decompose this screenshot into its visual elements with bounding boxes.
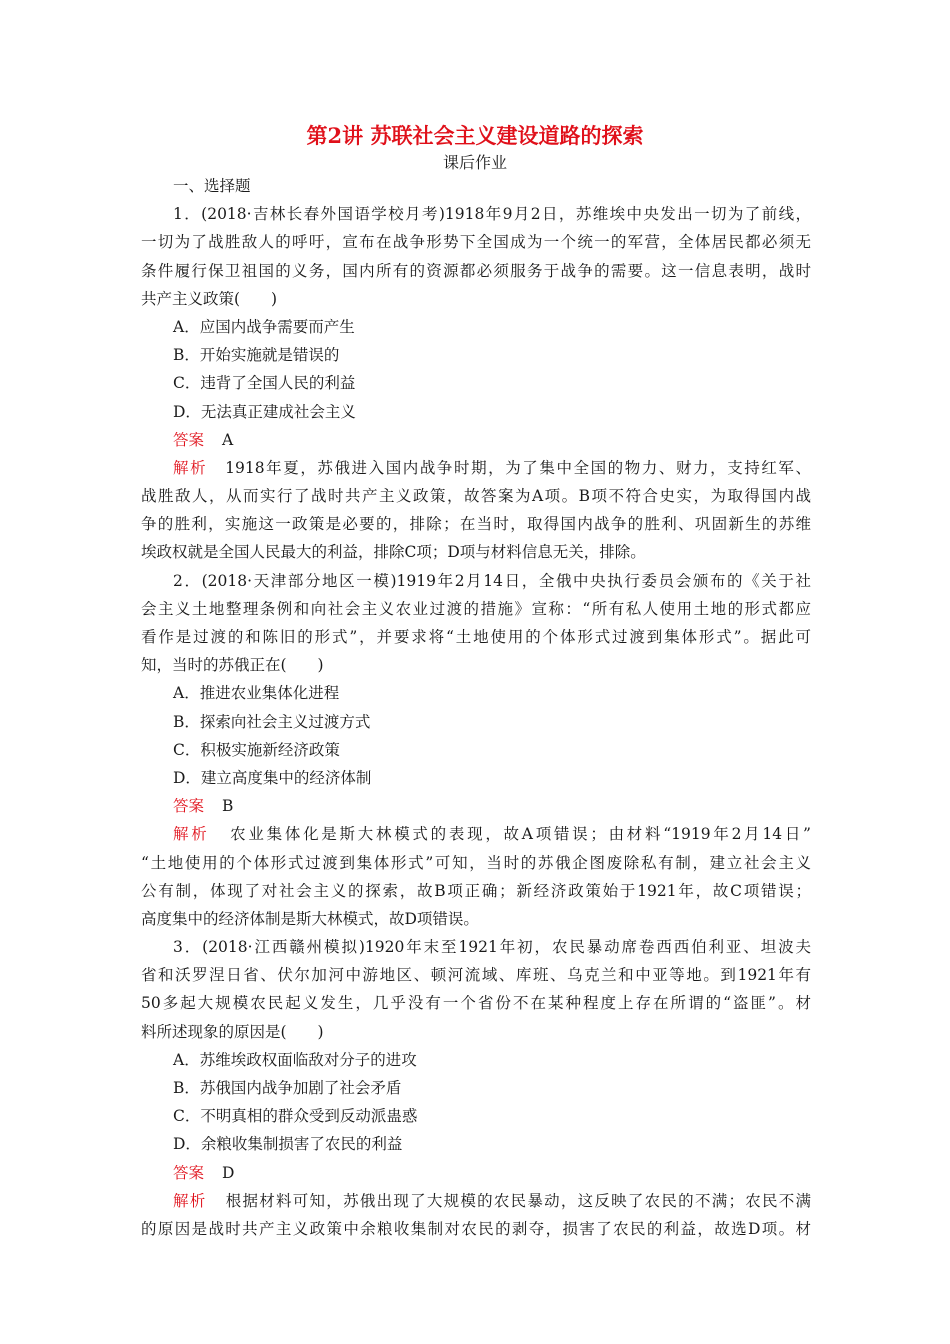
document-body [141, 172, 811, 1243]
question-1-option-a: A．应国内战争需要而产生 [173, 317, 355, 336]
question-1-analysis-line: 战胜敌人，从而实行了战时共产主义政策，故答案为A项。B项不符合史实，为取得国内战 [141, 487, 811, 506]
question-1-stem-line: 一切为了战胜敌人的呼吁，宣布在战争形势下全国成为一个统一的军营，全体居民都必须无 [141, 233, 811, 252]
question-3-stem-line: 省和沃罗涅日省、伏尔加河中游地区、顿河流域、库班、乌克兰和中亚等地。到1921年有 [141, 966, 811, 985]
answer-label: 答案 [173, 1163, 205, 1182]
question-2-analysis-line: 公有制，体现了对社会主义的探索，故B项正确；新经济政策始于1921年，故C项错误； [141, 881, 811, 900]
question-2-answer [141, 792, 811, 820]
answer-value: D [222, 1163, 235, 1182]
page-title: 第2讲 苏联社会主义建设道路的探索 [306, 123, 644, 148]
question-2-stem-line: 看作是过渡的和陈旧的形式”，并要求将“土地使用的个体形式过渡到集体形式”。据此可 [141, 628, 811, 646]
question-2-analysis-line [141, 820, 811, 848]
analysis-text: 1918年夏，苏俄进入国内战争时期，为了集中全国的物力、财力，支持红军、 [225, 458, 811, 477]
question-1 [141, 200, 811, 566]
question-3-answer [141, 1159, 811, 1187]
question-2-option-b: B．探索向社会主义过渡方式 [173, 712, 371, 731]
answer-label: 答案 [173, 797, 205, 816]
question-1-answer [141, 426, 811, 454]
question-2-stem-line: 会主义土地整理条例和向社会主义农业过渡的措施》宣称：“所有私人使用土地的形式都应 [141, 599, 811, 618]
page-subtitle: 课后作业 [442, 153, 507, 172]
analysis-label: 解析 [173, 1191, 207, 1210]
section-heading: 一、选择题 [173, 177, 251, 195]
question-3-option-d: D．余粮收集制损害了农民的利益 [173, 1135, 403, 1154]
question-3-option-c: C．不明真相的群众受到反动派蛊惑 [173, 1107, 418, 1126]
question-1-stem-line: 共产主义政策( ) [141, 289, 278, 308]
answer-value: A [222, 430, 234, 449]
question-1-analysis-line: 埃政权就是全国人民最大的利益，排除C项；D项与材料信息无关，排除。 [141, 543, 646, 562]
question-2-option-a: A．推进农业集体化进程 [173, 684, 340, 703]
answer-value: B [222, 797, 234, 816]
question-1-stem-line: 1．(2018·吉林长春外国语学校月考)1918年9月2日，苏维埃中央发出一切为了前线， [173, 205, 811, 224]
question-1-option-c: C．违背了全国人民的利益 [173, 374, 356, 393]
question-3-option-a: A．苏维埃政权面临敌对分子的进攻 [173, 1050, 417, 1069]
question-1-analysis-line: 争的胜利，实施这一政策是必要的，排除；在当时，取得国内战争的胜利、巩固新生的苏维 [141, 515, 811, 534]
question-3-analysis-line [141, 1187, 811, 1215]
question-1-option-b: B．开始实施就是错误的 [173, 346, 340, 365]
question-3-option-b: B．苏俄国内战争加剧了社会矛盾 [173, 1079, 402, 1097]
question-2-option-c: C．积极实施新经济政策 [173, 740, 340, 759]
question-3-analysis-line: 的原因是战时共产主义政策中余粮收集制对农民的剥夺，损害了农民的利益，故选D项。材 [141, 1219, 811, 1238]
question-2-analysis-line: “土地使用的个体形式过渡到集体形式”可知，当时的苏俄企图废除私有制，建立社会主义 [141, 853, 811, 872]
question-3-stem-line: 3．(2018·江西赣州模拟)1920年末至1921年初，农民暴动席卷西西伯利亚、坦波夫 [173, 938, 811, 957]
question-3 [141, 933, 811, 1243]
question-2-analysis-line: 高度集中的经济体制是斯大林模式，故D项错误。 [141, 909, 479, 928]
question-2-stem-line: 2．(2018·天津部分地区一模)1919年2月14日，全俄中央执行委员会颁布的《关于社 [173, 571, 811, 590]
analysis-label: 解析 [173, 825, 210, 844]
question-2-option-d: D．建立高度集中的经济体制 [173, 768, 372, 787]
analysis-label: 解析 [173, 458, 208, 477]
question-3-stem-line: 料所述现象的原因是( ) [141, 1022, 324, 1041]
analysis-text: 根据材料可知，苏俄出现了大规模的农民暴动，这反映了农民的不满；农民不满 [224, 1191, 811, 1210]
answer-label: 答案 [173, 430, 205, 449]
question-1-stem-line: 条件履行保卫祖国的义务，国内所有的资源都必须服务于战争的需要。这一信息表明，战时 [141, 261, 811, 280]
question-3-stem-line: 50多起大规模农民起义发生，几乎没有一个省份不在某种程度上存在所谓的“盗匪”。材 [141, 994, 811, 1013]
question-2 [141, 567, 811, 933]
question-2-stem-line: 知，当时的苏俄正在( ) [141, 656, 324, 675]
analysis-text: 农业集体化是斯大林模式的表现，故A项错误；由材料“1919年2月14日” [227, 825, 811, 844]
question-1-option-d: D．无法真正建成社会主义 [173, 402, 356, 421]
question-1-analysis-line [141, 454, 811, 482]
